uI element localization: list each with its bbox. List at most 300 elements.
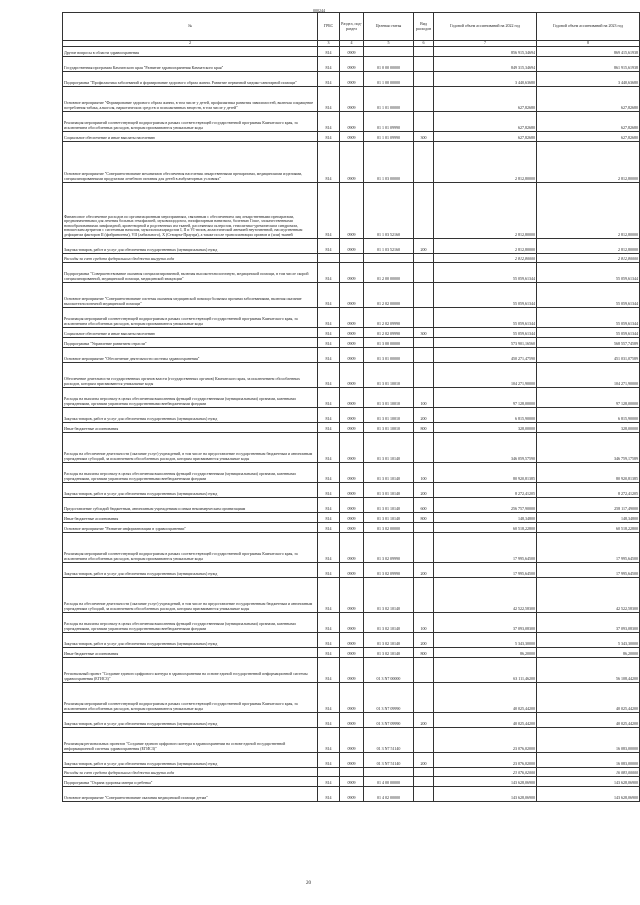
row-name: Расходы на выплаты персоналу в целях обеспечения выполнения функций государственными (муниципальными) органами, казенными учреждениями, органами управления государственными внебюджетными фондами (63, 612, 318, 632)
row-grbs: 814 (318, 182, 340, 238)
row-sum-2022: 627,82680 (434, 111, 537, 131)
row-sum-2022: 143 628,06900 (434, 786, 537, 801)
row-sum-2023: 451 031,07589 (537, 347, 640, 362)
row-sum-2023: 2 812,80000 (537, 141, 640, 182)
row-name: Другие вопросы в области здравоохранения (63, 46, 318, 56)
row-sum-2022: 55 059,61344 (434, 262, 537, 282)
row-grbs: 814 (318, 111, 340, 131)
row-sum-2023: 42 522,58300 (537, 577, 640, 612)
table-row (63, 46, 640, 56)
row-section: 0909 (340, 422, 364, 432)
row-target-code: 01 3 01 10010 (364, 387, 414, 407)
table-row (63, 253, 640, 262)
row-sum-2023: 17 995,64500 (537, 562, 640, 577)
table-row (63, 282, 640, 307)
row-sum-2022: 3 440,63680 (434, 71, 537, 86)
row-name: Реализация мероприятий соответствующей подпрограммы в рамках соответствующей государственной программы Камчатского края, за исключением обособленных расходов, которым присваиваются уникальные коды (63, 532, 318, 562)
header-expense-type: Вид расходов (414, 13, 434, 41)
row-sum-2023: 328,00000 (537, 422, 640, 432)
row-grbs: 814 (318, 577, 340, 612)
row-expense-type (414, 86, 434, 111)
row-grbs: 814 (318, 238, 340, 253)
row-sum-2022: 104 271,90000 (434, 362, 537, 387)
row-expense-type: 200 (414, 482, 434, 497)
row-name: Реализация мероприятий соответствующей подпрограммы в рамках соответствующей государственной программы Камчатского края, за исключением обособленных расходов, которым присваиваются уникальные коды (63, 111, 318, 131)
table-row (63, 562, 640, 577)
row-grbs: 814 (318, 347, 340, 362)
row-grbs: 814 (318, 497, 340, 512)
row-name: Подпрограмма "Управление развитием отрасли" (63, 337, 318, 347)
row-expense-type (414, 522, 434, 532)
row-expense-type (414, 682, 434, 712)
row-sum-2022: 2 812,80000 (434, 238, 537, 253)
row-section: 0909 (340, 327, 364, 337)
row-sum-2023: 627,82680 (537, 86, 640, 111)
row-expense-type: 800 (414, 422, 434, 432)
row-name: Иные бюджетные ассигнования (63, 647, 318, 657)
row-sum-2022: 60 518,22800 (434, 522, 537, 532)
row-sum-2022: 86,20000 (434, 647, 537, 657)
row-target-code: 01 2 02 00000 (364, 282, 414, 307)
row-name: Социальное обеспечение и иные выплаты населению (63, 131, 318, 141)
row-sum-2023: 55 059,61344 (537, 262, 640, 282)
table-row (63, 238, 640, 253)
row-sum-2023: 2 812,80000 (537, 253, 640, 262)
row-sum-2022: 23 076,02000 (434, 727, 537, 752)
row-sum-2023: 86,20000 (537, 647, 640, 657)
row-section: 0909 (340, 86, 364, 111)
row-target-code: 01 3 N7 51140 (364, 752, 414, 767)
table-row (63, 432, 640, 462)
row-grbs: 814 (318, 776, 340, 786)
header-target: Целевая статья (364, 13, 414, 41)
row-target-code: 01 3 00 00000 (364, 337, 414, 347)
row-section: 0909 (340, 347, 364, 362)
row-sum-2023: 143 628,06900 (537, 776, 640, 786)
column-number: 6 (414, 41, 434, 47)
row-sum-2023: 627,82680 (537, 131, 640, 141)
row-grbs: 814 (318, 727, 340, 752)
row-target-code: 01 3 N7 51140 (364, 727, 414, 752)
row-section: 0909 (340, 522, 364, 532)
row-grbs: 814 (318, 632, 340, 647)
row-sum-2022: 256 757,90000 (434, 497, 537, 512)
row-sum-2023: 16 083,00000 (537, 727, 640, 752)
column-number: 2 (63, 41, 318, 47)
row-name: Основное мероприятие "Совершенствование системы оказания медицинской помощи больным прочими заболеваниями, включая оказание высокотехнологичной медицинской помощи" (63, 282, 318, 307)
row-section: 0909 (340, 362, 364, 387)
row-name: Реализация региональных проектов "Создание единого цифрового контура в здравоохранении на основе единой государственной информационной системы здравоохранения (ЕГИСЗ)" (63, 727, 318, 752)
row-section: 0909 (340, 432, 364, 462)
row-target-code: 01 3 01 10140 (364, 462, 414, 482)
row-sum-2023: 869 415,61938 (537, 46, 640, 56)
row-name: Основное мероприятие "Обеспечение деятельности системы здравоохранения" (63, 347, 318, 362)
row-expense-type: 200 (414, 407, 434, 422)
row-expense-type: 800 (414, 512, 434, 522)
row-section: 0909 (340, 612, 364, 632)
row-grbs: 814 (318, 337, 340, 347)
row-target-code: 01 3 01 10140 (364, 512, 414, 522)
row-target-code: 01 3 01 10010 (364, 422, 414, 432)
row-sum-2022: 573 901,16560 (434, 337, 537, 347)
header-grbs: ГРБС (318, 13, 340, 41)
table-row (63, 141, 640, 182)
row-grbs: 814 (318, 141, 340, 182)
row-name: Закупка товаров, работ и услуг для обеспечения государственных (муниципальных) нужд (63, 238, 318, 253)
row-section: 0909 (340, 727, 364, 752)
row-target-code: 01 1 01 09990 (364, 111, 414, 131)
header-section: Раздел, под-раздел (340, 13, 364, 41)
row-section: 0909 (340, 647, 364, 657)
row-grbs: 814 (318, 86, 340, 111)
table-row (63, 786, 640, 801)
table-row (63, 482, 640, 497)
table-row (63, 647, 640, 657)
row-name: Закупка товаров, работ и услуг для обеспечения государственных (муниципальных) нужд (63, 632, 318, 647)
row-section: 0909 (340, 482, 364, 497)
row-sum-2023: 16 083,00000 (537, 767, 640, 776)
row-section: 0909 (340, 238, 364, 253)
row-target-code: 01 3 02 10140 (364, 647, 414, 657)
row-expense-type (414, 337, 434, 347)
row-name: Расходы за счет средств федерального бюджета выгрузка года (63, 253, 318, 262)
row-section: 0909 (340, 111, 364, 131)
table-row (63, 712, 640, 727)
row-target-code: 01 1 03 52160 (364, 238, 414, 253)
row-sum-2022: 849 315,34694 (434, 56, 537, 71)
row-sum-2023: 56 108,44200 (537, 657, 640, 682)
row-name: Расходы на выплаты персоналу в целях обеспечения выполнения функций государственными (муниципальными) органами, казенными учреждениями, органами управления государственными внебюджетными фондами (63, 387, 318, 407)
row-expense-type (414, 282, 434, 307)
row-section: 0909 (340, 46, 364, 56)
row-target-code: 01 3 02 00000 (364, 522, 414, 532)
row-expense-type: 300 (414, 327, 434, 337)
table-row (63, 657, 640, 682)
row-sum-2023: 861 915,61938 (537, 56, 640, 71)
table-row (63, 362, 640, 387)
row-name: Основное мероприятие "Совершенствование механизмов обеспечения населения лекарственными препаратами, медицинскими изделиями, специализированными продуктами лечебного питания для детей в амбулаторных условиях" (63, 141, 318, 182)
table-row (63, 407, 640, 422)
row-sum-2022: 450 271,47590 (434, 347, 537, 362)
row-sum-2022: 2 812,80000 (434, 182, 537, 238)
row-target-code: 01 0 00 00000 (364, 56, 414, 71)
row-grbs: 814 (318, 647, 340, 657)
row-target-code: 01 2 00 00000 (364, 262, 414, 282)
row-target-code: 01 3 N7 09990 (364, 682, 414, 712)
row-target-code: 01 3 01 10140 (364, 432, 414, 462)
row-grbs: 814 (318, 612, 340, 632)
row-expense-type: 800 (414, 647, 434, 657)
row-sum-2022: 627,82680 (434, 131, 537, 141)
table-row (63, 767, 640, 776)
row-expense-type: 100 (414, 462, 434, 482)
row-grbs: 814 (318, 262, 340, 282)
row-grbs: 814 (318, 407, 340, 422)
row-grbs: 814 (318, 362, 340, 387)
row-expense-type (414, 432, 434, 462)
row-expense-type (414, 56, 434, 71)
row-target-code: 01 1 03 52160 (364, 182, 414, 238)
column-number: 8 (537, 41, 640, 47)
table-row (63, 752, 640, 767)
row-sum-2023: 2 812,80000 (537, 238, 640, 253)
row-section: 0909 (340, 387, 364, 407)
row-target-code: 01 2 02 09990 (364, 307, 414, 327)
row-target-code: 01 3 02 10140 (364, 612, 414, 632)
table-row (63, 612, 640, 632)
row-grbs: 814 (318, 712, 340, 727)
row-target-code: 01 3 02 09990 (364, 532, 414, 562)
row-expense-type: 200 (414, 562, 434, 577)
row-expense-type: 300 (414, 131, 434, 141)
row-target-code: 01 3 01 10140 (364, 482, 414, 497)
row-sum-2023: 55 059,61344 (537, 307, 640, 327)
row-section: 0909 (340, 131, 364, 141)
row-name: Реализация мероприятий соответствующей подпрограммы в рамках соответствующей государственной программы Камчатского края, за исключением обособленных расходов, которым присваиваются уникальные коды (63, 682, 318, 712)
row-expense-type (414, 46, 434, 56)
header-sum-2023: Годовой объем ассигнований на 2023 год (537, 13, 640, 41)
row-name: Подпрограмма "Совершенствование оказания специализированной, включая высокотехнологичную, медицинской помощи, в том числе скорой специализированной, медицинской помощи, медицинской эвакуации" (63, 262, 318, 282)
row-sum-2023: 627,82680 (537, 111, 640, 131)
row-section: 0909 (340, 512, 364, 522)
table-row (63, 462, 640, 482)
row-name: Государственная программа Камчатского края "Развитие здравоохранения Камчатского края" (63, 56, 318, 71)
row-sum-2023: 60 518,22800 (537, 522, 640, 532)
row-sum-2022: 2 812,80000 (434, 141, 537, 182)
row-expense-type: 100 (414, 612, 434, 632)
row-name: Подпрограмма "Охрана здоровья матери и ребенка" (63, 776, 318, 786)
row-expense-type (414, 262, 434, 282)
row-section: 0909 (340, 462, 364, 482)
row-expense-type (414, 786, 434, 801)
row-expense-type (414, 657, 434, 682)
row-target-code: 01 3 02 10140 (364, 577, 414, 612)
row-section: 0909 (340, 632, 364, 647)
row-expense-type (414, 253, 434, 262)
row-grbs: 814 (318, 562, 340, 577)
row-sum-2022: 5 343,30000 (434, 632, 537, 647)
row-name: Подпрограмма "Профилактика заболеваний и формирование здорового образа жизни. Развитие первичной медико-санитарной помощи" (63, 71, 318, 86)
table-row (63, 632, 640, 647)
row-sum-2022: 40 025,44200 (434, 682, 537, 712)
budget-table (62, 12, 640, 802)
row-sum-2022: 55 059,61344 (434, 307, 537, 327)
row-sum-2023: 6 815,90000 (537, 407, 640, 422)
row-section: 0909 (340, 71, 364, 86)
page-header: 000244 (313, 8, 325, 13)
row-section: 0909 (340, 307, 364, 327)
table-row (63, 776, 640, 786)
row-section: 0909 (340, 497, 364, 512)
row-target-code: 01 3 01 10140 (364, 497, 414, 512)
row-target-code: 01 2 02 09990 (364, 327, 414, 337)
row-sum-2022: 346 059,57590 (434, 432, 537, 462)
table-header (63, 13, 640, 47)
table-row (63, 71, 640, 86)
row-section: 0909 (340, 776, 364, 786)
table-row (63, 262, 640, 282)
table-row (63, 522, 640, 532)
table-row (63, 532, 640, 562)
row-section: 0909 (340, 262, 364, 282)
row-sum-2023: 568 557,74589 (537, 337, 640, 347)
row-sum-2022: 148,34800 (434, 512, 537, 522)
row-grbs: 814 (318, 432, 340, 462)
table-row (63, 131, 640, 141)
row-name: Основное мероприятие "Совершенствование оказания медицинской помощи детям" (63, 786, 318, 801)
row-sum-2022: 856 915,34694 (434, 46, 537, 56)
row-name: Предоставление субсидий бюджетным, автономным учреждениям и иным некоммерческим организациям (63, 497, 318, 512)
row-sum-2023: 104 271,90000 (537, 362, 640, 387)
row-expense-type (414, 111, 434, 131)
row-target-code: 01 4 02 00000 (364, 786, 414, 801)
row-section: 0909 (340, 407, 364, 422)
column-number: 4 (340, 41, 364, 47)
row-grbs: 814 (318, 657, 340, 682)
row-grbs: 814 (318, 46, 340, 56)
row-target-code: 01 3 02 09990 (364, 562, 414, 577)
table-row (63, 422, 640, 432)
row-sum-2022: 40 025,44200 (434, 712, 537, 727)
row-expense-type: 600 (414, 497, 434, 512)
row-target-code: 01 1 01 09990 (364, 131, 414, 141)
row-target-code: 01 3 01 10010 (364, 407, 414, 422)
table-row (63, 86, 640, 111)
row-sum-2022: 17 995,64500 (434, 562, 537, 577)
row-grbs: 814 (318, 327, 340, 337)
row-target-code: 01 4 00 00000 (364, 776, 414, 786)
row-section: 0909 (340, 657, 364, 682)
table-row (63, 512, 640, 522)
row-section: 0909 (340, 577, 364, 612)
row-sum-2023: 8 272,41205 (537, 482, 640, 497)
table-row (63, 497, 640, 512)
row-name: Закупка товаров, работ и услуг для обеспечения государственных (муниципальных) нужд (63, 407, 318, 422)
row-sum-2022: 55 059,61344 (434, 327, 537, 337)
row-target-code: 01 3 N7 09990 (364, 712, 414, 727)
row-grbs: 814 (318, 131, 340, 141)
row-expense-type (414, 577, 434, 612)
row-sum-2023: 5 343,30000 (537, 632, 640, 647)
row-name: Расходы на выплаты персоналу в целях обеспечения выполнения функций государственными (муниципальными) органами, казенными учреждениями, органами управления государственными внебюджетными фондами (63, 462, 318, 482)
row-sum-2022: 328,00000 (434, 422, 537, 432)
row-sum-2022: 23 076,02000 (434, 767, 537, 776)
table-row (63, 56, 640, 71)
row-name: Расходы за счет средств федерального бюджета выгрузка года (63, 767, 318, 776)
row-sum-2022: 80 920,81385 (434, 462, 537, 482)
column-number: 5 (364, 41, 414, 47)
row-section: 0909 (340, 752, 364, 767)
row-grbs: 814 (318, 532, 340, 562)
row-sum-2023: 40 025,44200 (537, 682, 640, 712)
row-target-code: 01 3 N7 00000 (364, 657, 414, 682)
table-row (63, 182, 640, 238)
row-sum-2023: 3 440,63680 (537, 71, 640, 86)
row-expense-type (414, 767, 434, 776)
row-sum-2022: 2 812,80000 (434, 253, 537, 262)
row-name: Закупка товаров, работ и услуг для обеспечения государственных (муниципальных) нужд (63, 562, 318, 577)
row-sum-2023: 346 759,17589 (537, 432, 640, 462)
column-number: 3 (318, 41, 340, 47)
table-row (63, 727, 640, 752)
row-sum-2023: 2 812,80000 (537, 182, 640, 238)
row-grbs (318, 253, 340, 262)
row-sum-2022: 23 076,02000 (434, 752, 537, 767)
row-sum-2023: 17 995,64500 (537, 532, 640, 562)
row-grbs: 814 (318, 307, 340, 327)
row-sum-2022: 42 522,58300 (434, 577, 537, 612)
row-expense-type (414, 182, 434, 238)
row-sum-2022: 17 995,64500 (434, 532, 537, 562)
row-grbs: 814 (318, 522, 340, 532)
row-name: Закупка товаров, работ и услуг для обеспечения государственных (муниципальных) нужд (63, 482, 318, 497)
row-sum-2022: 97 128,00000 (434, 387, 537, 407)
row-section: 0909 (340, 282, 364, 307)
row-target-code (364, 767, 414, 776)
table-row (63, 387, 640, 407)
row-sum-2023: 16 083,00000 (537, 752, 640, 767)
row-target-code: 01 3 01 10010 (364, 362, 414, 387)
row-expense-type: 100 (414, 387, 434, 407)
row-grbs: 814 (318, 56, 340, 71)
row-name: Обеспечение деятельности государственных органов власти (государственных органов) Камчатского края, за исключением обособленных расходов, которым присваиваются уникальные коды (63, 362, 318, 387)
page-number: 20 (306, 881, 311, 886)
row-grbs: 814 (318, 512, 340, 522)
row-sum-2023: 80 920,81385 (537, 462, 640, 482)
row-sum-2023: 55 059,61344 (537, 282, 640, 307)
row-section: 0909 (340, 182, 364, 238)
row-target-code (364, 46, 414, 56)
row-sum-2023: 258 117,49000 (537, 497, 640, 512)
row-sum-2023: 37 093,08300 (537, 612, 640, 632)
table-row (63, 337, 640, 347)
row-name: Основное мероприятие "Развитие информатизации в здравоохранении" (63, 522, 318, 532)
row-section: 0909 (340, 532, 364, 562)
column-number: 7 (434, 41, 537, 47)
row-section: 0909 (340, 786, 364, 801)
row-name: Закупка товаров, работ и услуг для обеспечения государственных (муниципальных) нужд (63, 712, 318, 727)
row-sum-2023: 40 025,44200 (537, 712, 640, 727)
row-name: Расходы на обеспечение деятельности (оказание услуг) учреждений, в том числе на предоставление государственным бюджетным и автономным учреждениям субсидий, за исключением обособленных расходов, которым присваиваются уникальные коды (63, 432, 318, 462)
row-expense-type: 200 (414, 712, 434, 727)
row-sum-2022: 627,82680 (434, 86, 537, 111)
row-grbs: 814 (318, 462, 340, 482)
table-row (63, 682, 640, 712)
row-sum-2022: 55 059,61344 (434, 282, 537, 307)
row-name: Реализация мероприятий соответствующей подпрограммы в рамках соответствующей государственной программы Камчатского края, за исключением обособленных расходов, которым присваиваются уникальные коды (63, 307, 318, 327)
row-expense-type: 200 (414, 238, 434, 253)
row-section: 0909 (340, 141, 364, 182)
table-row (63, 327, 640, 337)
row-sum-2022: 8 272,41205 (434, 482, 537, 497)
row-expense-type (414, 307, 434, 327)
row-target-code: 01 1 03 00000 (364, 141, 414, 182)
row-target-code: 01 3 01 00000 (364, 347, 414, 362)
row-name: Иные бюджетные ассигнования (63, 512, 318, 522)
row-section: 0909 (340, 682, 364, 712)
row-name: Закупка товаров, работ и услуг для обеспечения государственных (муниципальных) нужд (63, 752, 318, 767)
table-row (63, 307, 640, 327)
row-grbs (318, 767, 340, 776)
row-name: Расходы на обеспечение деятельности (оказание услуг) учреждений, в том числе на предоставление государственным бюджетным и автономным учреждениям субсидий, за исключением обособленных расходов, которым присваиваются уникальные коды (63, 577, 318, 612)
row-section: 0909 (340, 337, 364, 347)
row-expense-type (414, 532, 434, 562)
row-sum-2022: 37 093,08300 (434, 612, 537, 632)
row-sum-2023: 143 628,06900 (537, 786, 640, 801)
row-section: 0909 (340, 56, 364, 71)
row-expense-type (414, 362, 434, 387)
table-row (63, 111, 640, 131)
